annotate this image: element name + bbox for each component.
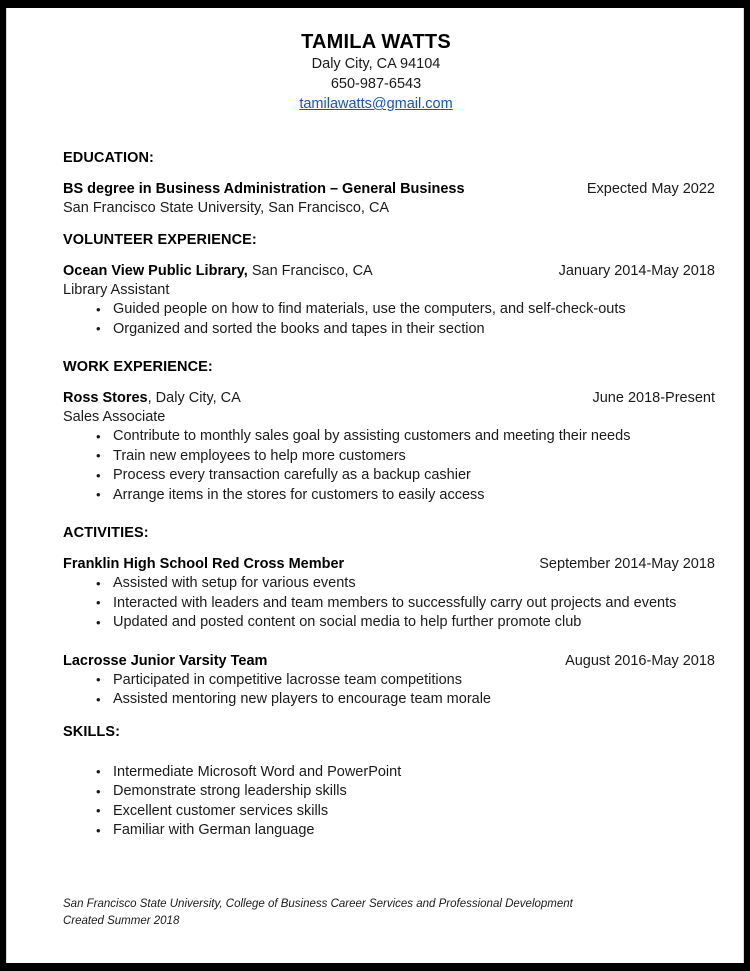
footer-line-created: Created Summer 2018: [63, 915, 180, 927]
section-heading-education: EDUCATION:: [63, 150, 154, 166]
education-entry-row: [63, 180, 717, 199]
list-item: • Train new employees to help more customers: [63, 447, 717, 467]
activity-bullet-list: [63, 574, 717, 633]
list-item: • Interacted with leaders and team members to successfully carry out projects and events: [63, 594, 717, 614]
education-degree: BS degree in Business Administration – General Business: [63, 181, 465, 197]
activity-entry-row: [63, 652, 717, 671]
candidate-name: TAMILA WATTS: [301, 31, 451, 53]
activity-entry-row: [63, 555, 717, 574]
list-item: • Excellent customer services skills: [63, 802, 717, 822]
list-item: • Updated and posted content on social media to help further promote club: [63, 613, 717, 633]
skills-bullet-list: [63, 763, 717, 841]
list-item: • Participated in competitive lacrosse team competitions: [63, 671, 717, 691]
activity-date: August 2016-May 2018: [565, 652, 715, 669]
section-heading-volunteer: VOLUNTEER EXPERIENCE:: [63, 232, 257, 248]
list-item: • Familiar with German language: [63, 821, 717, 841]
education-date: Expected May 2022: [586, 181, 715, 197]
section-heading-skills: SKILLS:: [63, 723, 121, 740]
list-item: • Arrange items in the stores for customers to easily access: [63, 486, 717, 506]
activity-organization: Franklin High School Red Cross Member: [63, 556, 345, 572]
list-item: • Organized and sorted the books and tapes in their section: [63, 320, 717, 340]
list-item: • Intermediate Microsoft Word and PowerPoint: [63, 763, 717, 783]
resume-body: [7, 115, 744, 841]
list-item: • Guided people on how to find materials, use the computers, and self-check-outs: [63, 300, 717, 320]
volunteer-organization: Ocean View Public Library, San Francisco, CA: [63, 263, 373, 279]
volunteer-job-title: Library Assistant: [63, 282, 170, 298]
document-footer: [63, 896, 703, 930]
resume-document: [6, 8, 744, 963]
work-date: June 2018-Present: [592, 390, 715, 406]
list-item: • Demonstrate strong leadership skills: [63, 782, 717, 802]
candidate-phone: 650-987-6543: [330, 76, 422, 92]
footer-line-source: San Francisco State University, College of Business Career Services and Professional Development: [63, 898, 573, 910]
education-school: San Francisco State University, San Francisco, CA: [63, 200, 390, 216]
list-item: • Process every transaction carefully as a backup cashier: [63, 466, 717, 486]
volunteer-bullet-list: [63, 300, 717, 339]
volunteer-entry-row: [63, 262, 717, 281]
work-organization: Ross Stores, Daly City, CA: [63, 390, 241, 406]
list-item: • Assisted with setup for various events: [63, 574, 717, 594]
activity-date: September 2014-May 2018: [539, 556, 715, 572]
resume-header: [7, 8, 744, 115]
list-item: • Contribute to monthly sales goal by assisting customers and meeting their needs: [63, 427, 717, 447]
work-entry-row: [63, 389, 717, 408]
work-bullet-list: [63, 427, 717, 505]
activity-bullet-list: [63, 671, 717, 710]
volunteer-date: January 2014-May 2018: [558, 263, 715, 279]
list-item: • Assisted mentoring new players to encourage team morale: [63, 690, 717, 710]
work-job-title: Sales Associate: [63, 409, 166, 425]
section-heading-work: WORK EXPERIENCE:: [63, 359, 213, 375]
activity-organization: Lacrosse Junior Varsity Team: [63, 652, 268, 669]
candidate-location: Daly City, CA 94104: [311, 56, 441, 72]
candidate-email-link[interactable]: tamilawatts@gmail.com: [299, 96, 453, 112]
resume-content: [7, 8, 744, 927]
section-heading-activities: ACTIVITIES:: [63, 525, 149, 541]
